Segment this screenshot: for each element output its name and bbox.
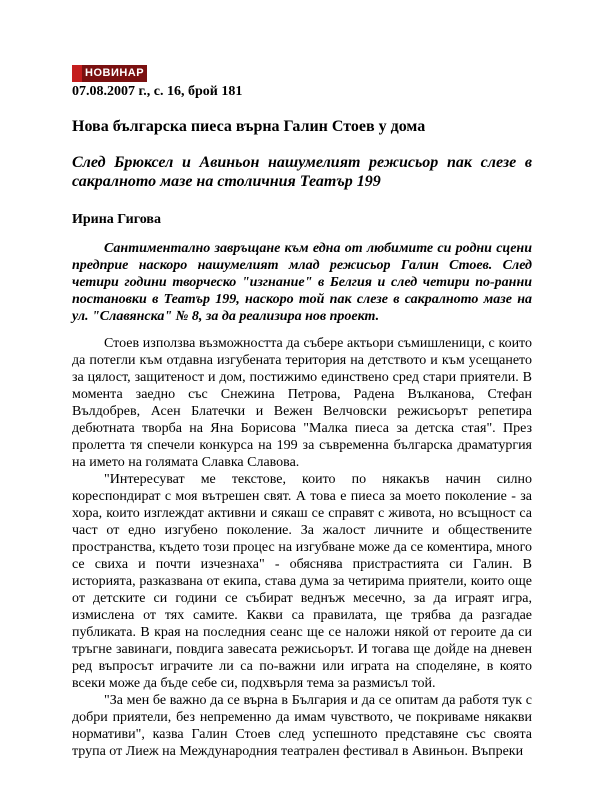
article-headline: Нова българска пиеса върна Галин Стоев у дома <box>72 118 426 135</box>
article-lead <box>72 240 532 325</box>
article-body <box>72 335 532 760</box>
lead-paragraph: Сантиментално завръщане към една от любимите си родни сцени предприе наскоро нашумелият млад режисьор Галин Стоев. След четири години творческо "изгнание" в Белгия и след четири по-ранни постановки в Театър 199, наскоро той пак слезе в сакралното мазе на ул. "Славянска" № 8, за да реализира нов проект. <box>72 241 532 324</box>
article-subheadline: След Брюксел и Авиньон нашумелият режисьор пак слезе в сакралното мазе на столичния Театър 199 <box>72 154 532 190</box>
logo-mark-icon <box>72 65 82 82</box>
body-paragraph: "Интересуват ме текстове, които по някакъв начин силно кореспондират с моя вътрешен свят. А това е пиеса за моето поколение - за хора, които изглеждат активни и сякаш се справят с живота, но всъщност са част от едно изгубено поколение. За жалост личните и обществените пространства, където този процес на изгубване може да се коментира, много се свиха и почти изчезнаха" - обяснява пристрастията си Галин. В историята, разказвана от екипа, става дума за четирима приятели, които още от детските си години се събират веднъж месечно, за да играят игра, измислена от тях самите. Какви са правилата, ще трябва да разгадае публиката. В края на последния сеанс ще се наложи някой от героите да си тръгне завинаги, повдига завесата режисьорът. И тогава ще дойде на дневен ред въпросът играчите ли са по-важни или играта на споделяне, в която всеки може да бъде себе си, подхвърля тема за размисъл той. <box>72 472 532 691</box>
body-paragraph: "За мен бе важно да се върна в България и да се опитам да работя тук с добри приятели, без непременно да имам чувството, че покриваме някакви нормативи", казва Галин Стоев след успешното представяне със своята трупа от Лиеж на Международния театрален фестивал в Авиньон. Въпреки <box>72 693 532 759</box>
newspaper-logo <box>72 65 147 82</box>
article-author: Ирина Гигова <box>72 212 161 227</box>
publication-info: 07.08.2007 г., с. 16, брой 181 <box>72 84 243 99</box>
logo-text: НОВИНАР <box>82 65 147 82</box>
body-paragraph: Стоев използва възможността да събере актьори съмишленици, с които да потегли към отдавна изгубената територия на детството и към усещането за цялост, защитеност и дом, постижимо единствено сред стари приятели. В момента заедно със Снежина Петрова, Радена Вълканова, Стефан Вълдобрев, Асен Блатечки и Вежен Велчовски режисьорът репетира дебютната творба на Яна Борисова "Малка пиеса за детска стая". През пролетта тя спечели конкурса на 199 за съвременна българска драматургия на името на голямата Славка Славова. <box>72 336 532 470</box>
